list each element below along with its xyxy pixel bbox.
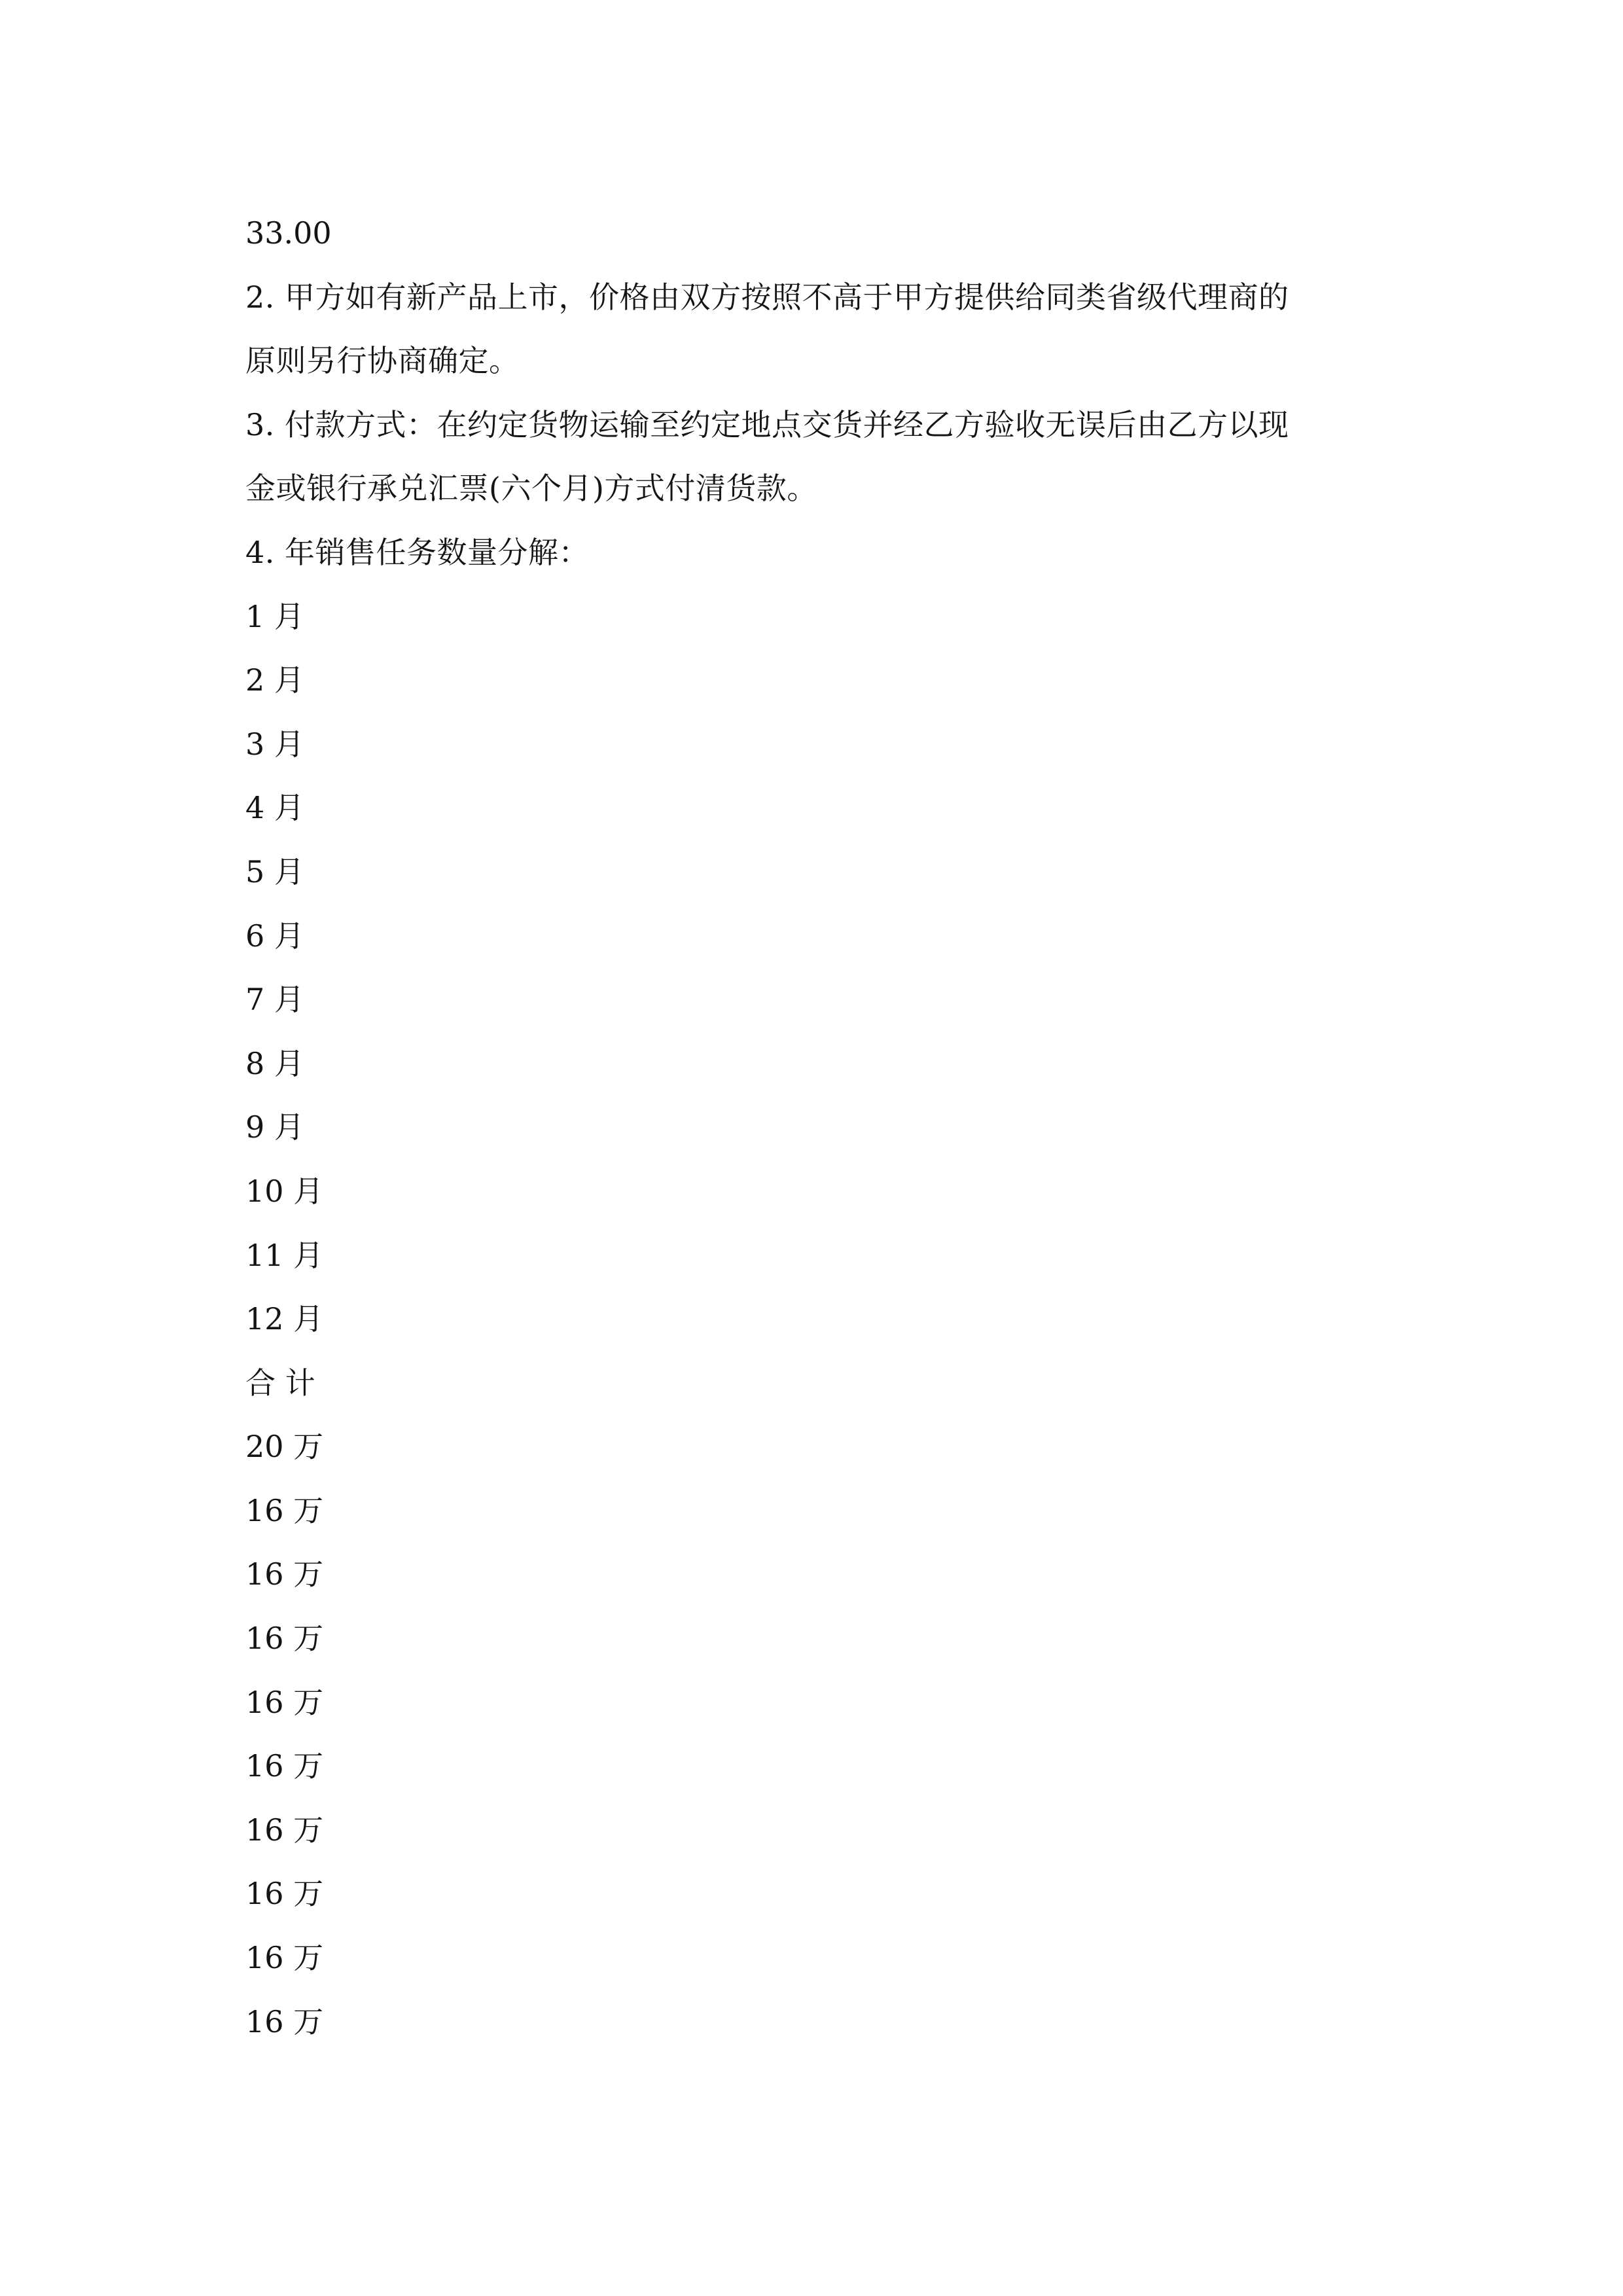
quantity-item: 16 万	[245, 2003, 324, 2039]
month-item: 11 月	[245, 1237, 324, 1273]
quantity-item: 16 万	[245, 1621, 324, 1657]
quantity-item: 16 万	[245, 1684, 324, 1720]
quantity-item: 16 万	[245, 1812, 324, 1848]
quantity-item: 20 万	[245, 1429, 324, 1465]
quantity-list	[245, 1415, 1381, 2054]
clause-2-line-2: 原则另行协商确定。	[245, 343, 520, 379]
month-item: 1 月	[245, 598, 304, 634]
month-item: 5 月	[245, 853, 304, 889]
month-item: 2 月	[245, 662, 304, 698]
intro-value: 33.00	[245, 215, 332, 251]
month-item: 4 月	[245, 790, 304, 826]
clause-3-line-2: 金或银行承兑汇票(六个月)方式付清货款。	[245, 471, 817, 507]
quantity-item: 16 万	[245, 1492, 324, 1528]
month-item: 12 月	[245, 1301, 324, 1337]
month-item: 10 月	[245, 1173, 324, 1209]
month-item: 9 月	[245, 1109, 304, 1145]
clause-4	[245, 521, 1381, 585]
clause-2-line-1: 2. 甲方如有新产品上市，价格由双方按照不高于甲方提供给同类省级代理商的	[245, 279, 1289, 315]
month-list	[245, 585, 1381, 1352]
document-body	[245, 202, 1381, 2054]
quantity-item: 16 万	[245, 1556, 324, 1592]
month-item: 6 月	[245, 918, 304, 954]
quantity-item: 16 万	[245, 1940, 324, 1976]
clause-4-line-1: 4. 年销售任务数量分解：	[245, 534, 590, 570]
month-item: 7 月	[245, 982, 304, 1018]
month-item: 8 月	[245, 1045, 304, 1081]
quantity-item: 16 万	[245, 1876, 324, 1912]
clause-3-line-1: 3. 付款方式：在约定货物运输至约定地点交货并经乙方验收无误后由乙方以现	[245, 406, 1289, 442]
clause-2	[245, 266, 1381, 393]
month-item: 3 月	[245, 726, 304, 762]
total-label: 合 计	[245, 1365, 315, 1401]
quantity-item: 16 万	[245, 1748, 324, 1784]
clause-3	[245, 393, 1381, 521]
